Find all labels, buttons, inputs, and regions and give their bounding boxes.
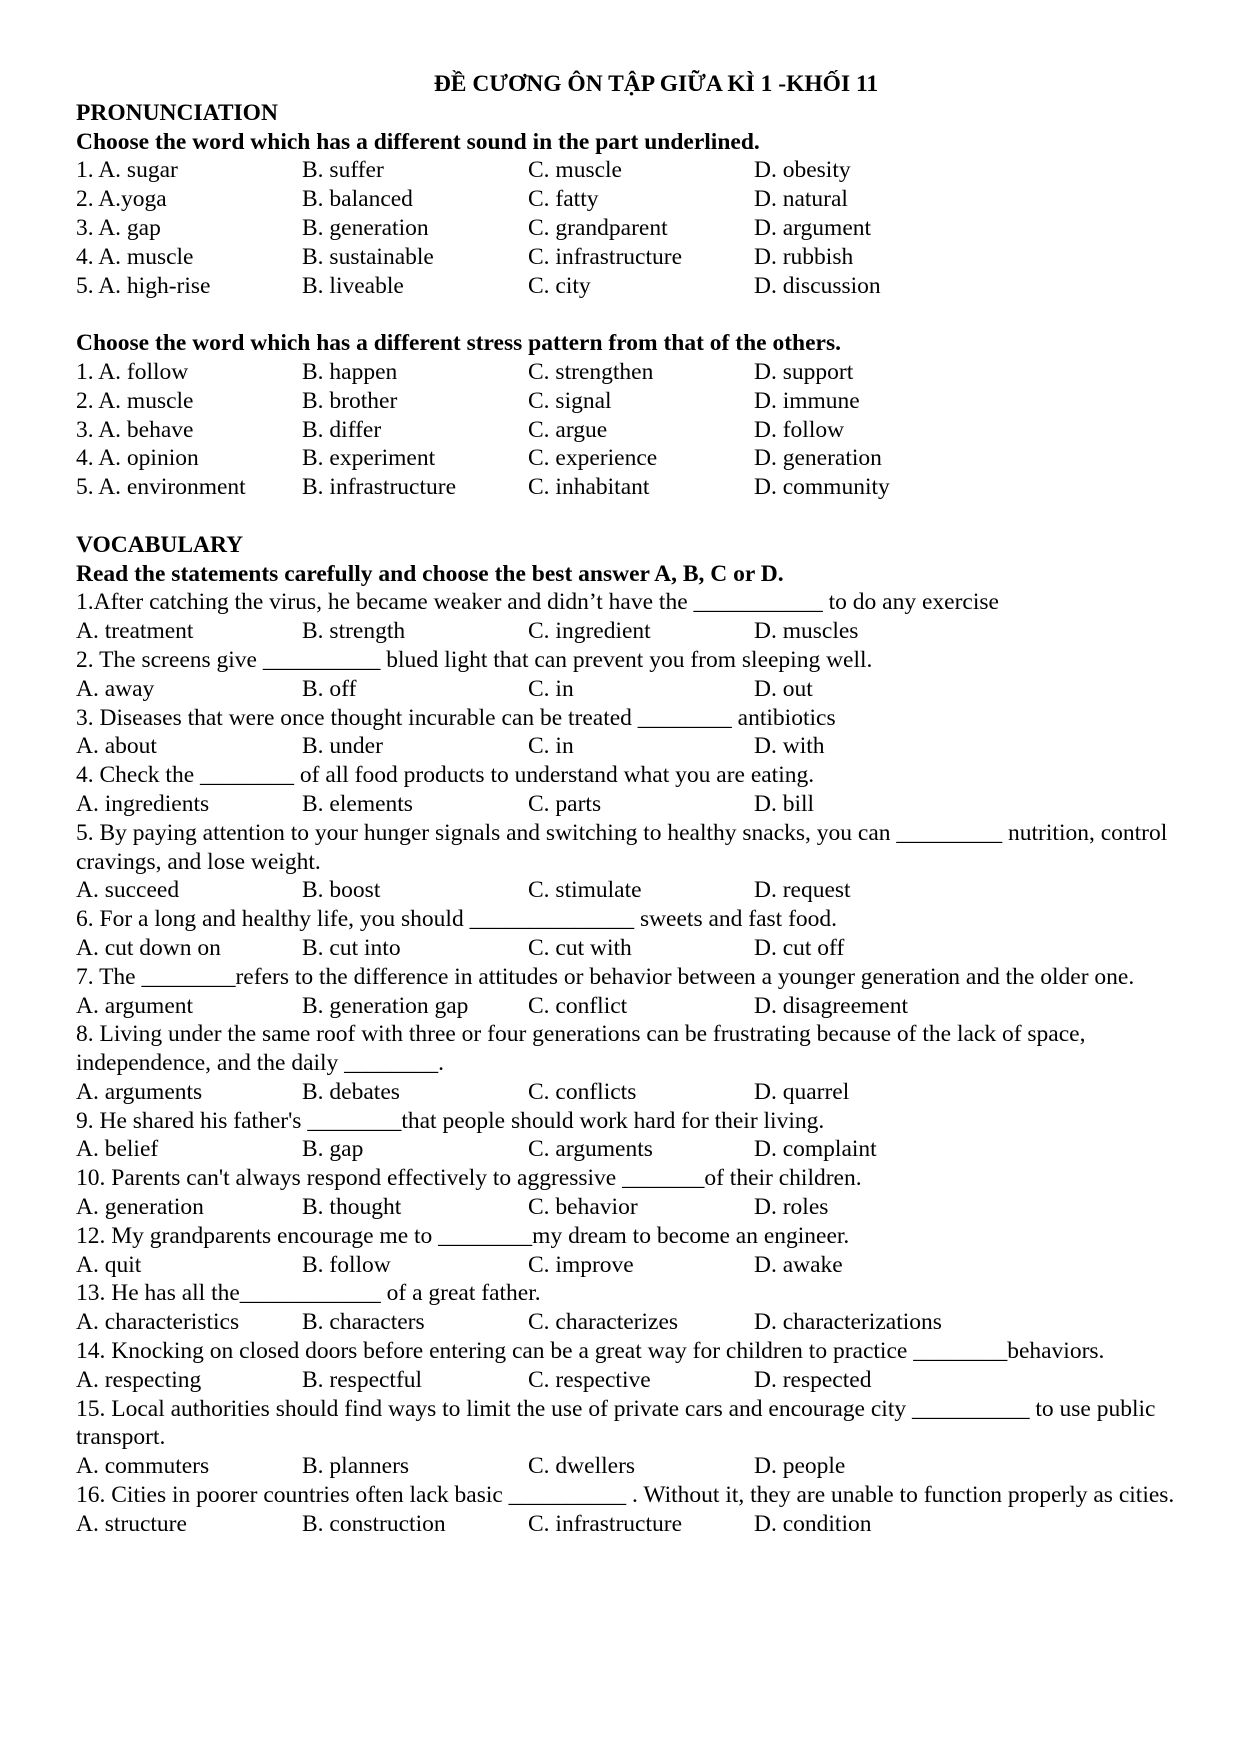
- option-row: [76, 1452, 1176, 1481]
- answer-option: A. quit: [76, 1251, 142, 1278]
- answer-option: C. cut with: [528, 934, 632, 961]
- answer-option: D. respected: [754, 1366, 872, 1393]
- answer-option: C. signal: [528, 387, 612, 414]
- answer-option: C. behavior: [528, 1194, 638, 1221]
- option-row: [76, 1308, 1176, 1337]
- answer-option: 3. A. behave: [76, 416, 194, 443]
- answer-option: D. bill: [754, 790, 815, 817]
- answer-option: B. boost: [302, 877, 381, 904]
- answer-option: A. commuters: [76, 1453, 210, 1480]
- answer-option: A. respecting: [76, 1366, 202, 1393]
- option-row: [76, 185, 1176, 214]
- answer-option: C. in: [528, 675, 574, 702]
- answer-option: C. strengthen: [528, 358, 654, 385]
- answer-option: B. under: [302, 733, 383, 760]
- answer-option: A. away: [76, 675, 155, 702]
- question-text: 5. By paying attention to your hunger signals and switching to healthy snacks, you can _________ nutrition, control cravings, and lose weight.: [76, 819, 1168, 875]
- answer-option: B. gap: [302, 1136, 364, 1163]
- answer-option: B. off: [302, 675, 357, 702]
- option-row: [76, 214, 1176, 243]
- answer-option: C. ingredient: [528, 618, 651, 645]
- instruction-stress: Choose the word which has a different stress pattern from that of the others.: [76, 330, 841, 357]
- answer-option: D. support: [754, 358, 854, 385]
- answer-option: D. disagreement: [754, 992, 909, 1019]
- answer-option: C. muscle: [528, 157, 622, 184]
- answer-option: B. planners: [302, 1453, 410, 1480]
- answer-option: C. parts: [528, 790, 602, 817]
- spacer: [76, 502, 1176, 531]
- answer-option: 2. A.yoga: [76, 186, 167, 213]
- answer-option: 4. A. opinion: [76, 445, 199, 472]
- answer-option: A. characteristics: [76, 1309, 240, 1336]
- answer-option: D. out: [754, 675, 813, 702]
- instruction-sound: Choose the word which has a different sound in the part underlined.: [76, 128, 760, 155]
- question-text: 16. Cities in poorer countries often lack basic __________ . Without it, they are unable to function properly as cities.: [76, 1482, 1175, 1509]
- sound-question-list: [76, 156, 1176, 300]
- option-row: [76, 732, 1176, 761]
- answer-option: B. brother: [302, 387, 398, 414]
- answer-option: A. belief: [76, 1136, 159, 1163]
- section-heading-vocabulary: VOCABULARY: [76, 531, 244, 558]
- answer-option: D. generation: [754, 445, 882, 472]
- answer-option: D. complaint: [754, 1136, 877, 1163]
- option-row: [76, 272, 1176, 301]
- option-row: [76, 934, 1176, 963]
- answer-option: C. in: [528, 733, 574, 760]
- answer-option: C. conflict: [528, 992, 628, 1019]
- answer-option: D. with: [754, 733, 825, 760]
- instruction-vocabulary: Read the statements carefully and choose the best answer A, B, C or D.: [76, 560, 784, 587]
- option-row: [76, 1078, 1176, 1107]
- answer-option: D. request: [754, 877, 851, 904]
- answer-option: B. thought: [302, 1194, 402, 1221]
- worksheet: [76, 70, 1176, 1539]
- option-row: [76, 992, 1176, 1021]
- question-text: 3. Diseases that were once thought incurable can be treated ________ antibiotics: [76, 704, 836, 731]
- stress-question-list: [76, 358, 1176, 502]
- option-row: [76, 416, 1176, 445]
- question-text: 12. My grandparents encourage me to ________my dream to become an engineer.: [76, 1222, 850, 1249]
- answer-option: C. fatty: [528, 186, 599, 213]
- answer-option: C. arguments: [528, 1136, 653, 1163]
- option-row: [76, 156, 1176, 185]
- option-row: [76, 387, 1176, 416]
- answer-option: D. rubbish: [754, 243, 854, 270]
- answer-option: B. elements: [302, 790, 413, 817]
- answer-option: B. sustainable: [302, 243, 434, 270]
- option-row: [76, 1366, 1176, 1395]
- answer-option: B. happen: [302, 358, 398, 385]
- answer-option: B. balanced: [302, 186, 413, 213]
- question-text: 14. Knocking on closed doors before entering can be a great way for children to practice ________behaviors.: [76, 1338, 1105, 1365]
- answer-option: C. inhabitant: [528, 474, 650, 501]
- answer-option: B. respectful: [302, 1366, 423, 1393]
- answer-option: B. follow: [302, 1251, 391, 1278]
- option-row: [76, 358, 1176, 387]
- answer-option: C. experience: [528, 445, 658, 472]
- answer-option: A. generation: [76, 1194, 204, 1221]
- option-row: [76, 1135, 1176, 1164]
- answer-option: D. people: [754, 1453, 846, 1480]
- answer-option: C. city: [528, 272, 591, 299]
- answer-option: 5. A. environment: [76, 474, 246, 501]
- vocabulary-question-list: [76, 588, 1176, 1538]
- option-row: [76, 1251, 1176, 1280]
- answer-option: B. debates: [302, 1078, 400, 1105]
- question-text: 15. Local authorities should find ways to limit the use of private cars and encourage city __________ to use public transport.: [76, 1395, 1156, 1451]
- question-text: 7. The ________refers to the difference in attitudes or behavior between a younger generation and the older one.: [76, 963, 1135, 990]
- answer-option: C. infrastructure: [528, 1510, 683, 1537]
- answer-option: D. community: [754, 474, 890, 501]
- answer-option: B. cut into: [302, 934, 401, 961]
- answer-option: B. generation gap: [302, 992, 469, 1019]
- answer-option: A. cut down on: [76, 934, 221, 961]
- answer-option: B. liveable: [302, 272, 404, 299]
- page-title: ĐỀ CƯƠNG ÔN TẬP GIỮA KÌ 1 -KHỐI 11: [433, 71, 879, 97]
- answer-option: B. experiment: [302, 445, 436, 472]
- answer-option: A. argument: [76, 992, 194, 1019]
- answer-option: 1. A. sugar: [76, 157, 178, 184]
- answer-option: B. differ: [302, 416, 382, 443]
- answer-option: D. discussion: [754, 272, 881, 299]
- answer-option: A. ingredients: [76, 790, 210, 817]
- answer-option: D. muscles: [754, 618, 859, 645]
- answer-option: C. infrastructure: [528, 243, 683, 270]
- answer-option: B. generation: [302, 214, 429, 241]
- section-heading-pronunciation: PRONUNCIATION: [76, 99, 278, 126]
- spacer: [76, 300, 1176, 329]
- answer-option: D. natural: [754, 186, 848, 213]
- answer-option: A. succeed: [76, 877, 180, 904]
- answer-option: B. construction: [302, 1510, 446, 1537]
- answer-option: 2. A. muscle: [76, 387, 194, 414]
- answer-option: C. stimulate: [528, 877, 642, 904]
- answer-option: D. roles: [754, 1194, 829, 1221]
- option-row: [76, 473, 1176, 502]
- answer-option: B. infrastructure: [302, 474, 457, 501]
- answer-option: A. about: [76, 733, 157, 760]
- option-row: [76, 617, 1176, 646]
- answer-option: B. characters: [302, 1309, 425, 1336]
- option-row: [76, 243, 1176, 272]
- answer-option: D. follow: [754, 416, 845, 443]
- question-text: 9. He shared his father's ________that people should work hard for their living.: [76, 1107, 825, 1134]
- answer-option: C. conflicts: [528, 1078, 637, 1105]
- option-row: [76, 1193, 1176, 1222]
- answer-option: D. quarrel: [754, 1078, 850, 1105]
- question-text: 4. Check the ________ of all food products to understand what you are eating.: [76, 762, 815, 789]
- option-row: [76, 675, 1176, 704]
- answer-option: C. respective: [528, 1366, 651, 1393]
- answer-option: 1. A. follow: [76, 358, 189, 385]
- answer-option: 5. A. high-rise: [76, 272, 211, 299]
- question-text: 8. Living under the same roof with three or four generations can be frustrating because of the lack of space, independence, and the daily ________.: [76, 1021, 1086, 1077]
- answer-option: 4. A. muscle: [76, 243, 194, 270]
- option-row: [76, 1510, 1176, 1539]
- answer-option: C. argue: [528, 416, 608, 443]
- answer-option: A. structure: [76, 1510, 187, 1537]
- question-text: 10. Parents can't always respond effectively to aggressive _______of their children.: [76, 1165, 862, 1192]
- question-text: 2. The screens give __________ blued light that can prevent you from sleeping well.: [76, 646, 873, 673]
- answer-option: B. strength: [302, 618, 406, 645]
- answer-option: A. arguments: [76, 1078, 203, 1105]
- option-row: [76, 444, 1176, 473]
- option-row: [76, 876, 1176, 905]
- question-text: 6. For a long and healthy life, you should ______________ sweets and fast food.: [76, 906, 838, 933]
- answer-option: D. awake: [754, 1251, 843, 1278]
- answer-option: D. characterizations: [754, 1309, 942, 1336]
- answer-option: D. obesity: [754, 157, 851, 184]
- answer-option: D. immune: [754, 387, 860, 414]
- answer-option: C. improve: [528, 1251, 634, 1278]
- option-row: [76, 790, 1176, 819]
- question-text: 1.After catching the virus, he became weaker and didn’t have the ___________ to do any exercise: [76, 589, 999, 616]
- answer-option: C. grandparent: [528, 214, 668, 241]
- answer-option: D. argument: [754, 214, 872, 241]
- answer-option: D. condition: [754, 1510, 872, 1537]
- answer-option: B. suffer: [302, 157, 384, 184]
- answer-option: D. cut off: [754, 934, 845, 961]
- answer-option: 3. A. gap: [76, 214, 161, 241]
- answer-option: C. characterizes: [528, 1309, 679, 1336]
- answer-option: C. dwellers: [528, 1453, 636, 1480]
- question-text: 13. He has all the____________ of a great father.: [76, 1280, 541, 1307]
- answer-option: A. treatment: [76, 618, 194, 645]
